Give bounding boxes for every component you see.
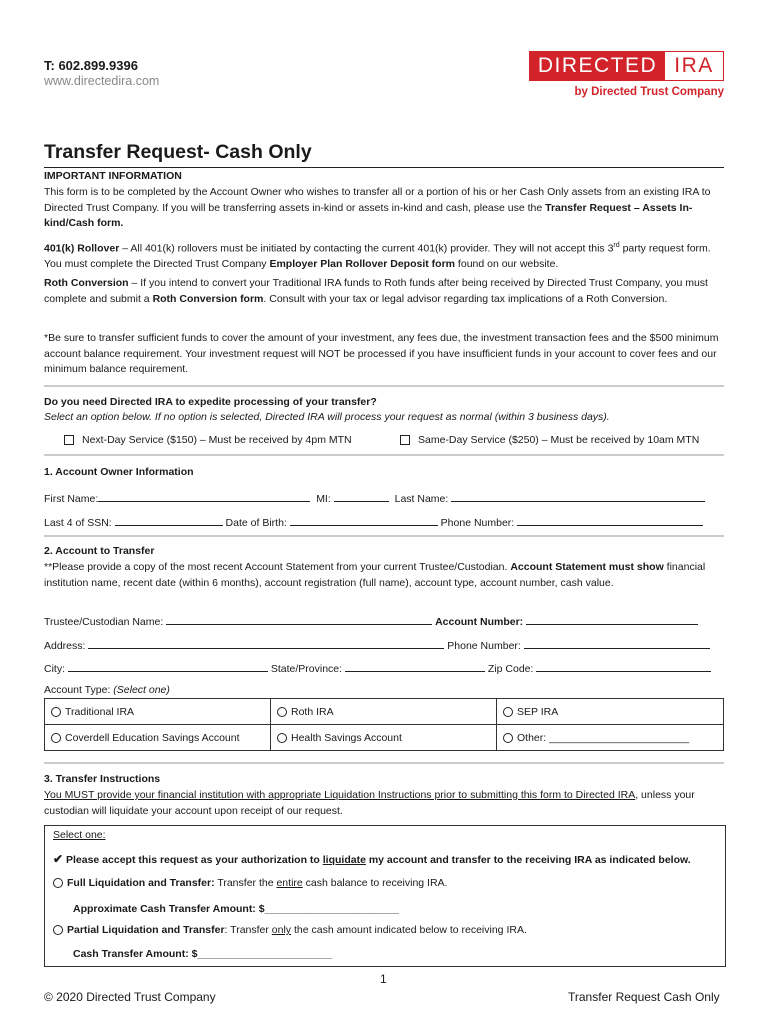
- city-field[interactable]: [68, 660, 268, 672]
- section-3-heading: 3. Transfer Instructions: [44, 773, 161, 785]
- page-title: Transfer Request- Cash Only: [44, 141, 312, 163]
- directed-ira-logo: DIRECTED IRA by Directed Trust Company: [529, 51, 724, 103]
- authorize-liquidation-option[interactable]: ✔ Please accept this request as your authorization to liquidate my account and transfer to the receiving IRA as indicated below.: [53, 852, 691, 866]
- account-type-other[interactable]: Other: ________________________: [497, 725, 724, 751]
- full-liquidation-option[interactable]: Full Liquidation and Transfer: Transfer the entire cash balance to receiving IRA.: [53, 877, 447, 889]
- transfer-instructions-text: You MUST provide your financial institution with appropriate Liquidation Instructions prior to submitting this form to Directed IRA, unless your custodian will liquidate your account upon receipt of our request.: [44, 789, 695, 817]
- account-type-sep[interactable]: SEP IRA: [497, 699, 724, 725]
- partial-liquidation-option[interactable]: Partial Liquidation and Transfer: Transfer only the cash amount indicated below to receiving IRA.: [53, 924, 527, 936]
- account-type-traditional[interactable]: Traditional IRA: [45, 699, 271, 725]
- next-day-option[interactable]: Next-Day Service ($150) – Must be received by 4pm MTN: [64, 434, 352, 446]
- important-paragraph-1: This form is to be completed by the Account Owner who wishes to transfer all or a portion of his or her Cash Only assets from an existing IRA to Directed Trust Company. If you will be transferring assets in-kind or assets in-kind and cash, please use the Transfer Request – Assets In-kind/Cash form.: [44, 186, 711, 229]
- section-1-heading: 1. Account Owner Information: [44, 466, 194, 478]
- section-divider: [44, 454, 724, 456]
- account-type-table: [44, 698, 724, 751]
- account-number-field[interactable]: [526, 613, 698, 625]
- important-heading: IMPORTANT INFORMATION: [44, 170, 182, 182]
- page-number: 1: [380, 972, 387, 986]
- custodian-name-field[interactable]: [166, 613, 432, 625]
- account-type-roth[interactable]: Roth IRA: [271, 699, 497, 725]
- dob-field[interactable]: [290, 514, 438, 526]
- radio-icon[interactable]: [277, 707, 287, 717]
- zip-field[interactable]: [536, 660, 711, 672]
- next-day-checkbox[interactable]: [64, 435, 74, 445]
- first-name-field[interactable]: [98, 490, 310, 502]
- radio-icon[interactable]: [503, 733, 513, 743]
- expedite-subtext: Select an option below. If no option is selected, Directed IRA will process your request as normal (within 3 business days).: [44, 411, 610, 423]
- approx-amount-field[interactable]: Approximate Cash Transfer Amount: $_______________________: [73, 903, 399, 915]
- address-row: Address: Phone Number:: [44, 637, 726, 652]
- section-divider: [44, 385, 724, 387]
- mi-field[interactable]: [334, 490, 389, 502]
- owner-name-row: First Name: MI: Last Name:: [44, 490, 726, 505]
- sufficient-funds-paragraph: *Be sure to transfer sufficient funds to cover the amount of your investment, any fees due, the investment transaction fees and the $500 minimum account balance requirement. Your investment request will NOT be processed if you have insufficient funds in your account to cover fees and our minimum balance requirement.: [44, 332, 719, 375]
- expedite-heading: Do you need Directed IRA to expedite processing of your transfer?: [44, 396, 377, 408]
- form-name: Transfer Request Cash Only: [568, 990, 720, 1004]
- radio-icon[interactable]: [53, 925, 63, 935]
- state-field[interactable]: [345, 660, 485, 672]
- account-type-coverdell[interactable]: Coverdell Education Savings Account: [45, 725, 271, 751]
- last-name-field[interactable]: [451, 490, 705, 502]
- transfer-options-box: [44, 825, 726, 967]
- website: www.directedira.com: [44, 74, 160, 88]
- checkmark-icon: ✔: [53, 852, 64, 866]
- select-one-label: Select one:: [53, 829, 106, 841]
- radio-icon[interactable]: [53, 878, 63, 888]
- section-divider: [44, 762, 724, 764]
- copyright: © 2020 Directed Trust Company: [44, 990, 216, 1004]
- cash-amount-field[interactable]: Cash Transfer Amount: $_______________________: [73, 948, 332, 960]
- account-type-hsa[interactable]: Health Savings Account: [271, 725, 497, 751]
- owner-phone-field[interactable]: [517, 514, 703, 526]
- radio-icon[interactable]: [51, 733, 61, 743]
- roth-conversion-paragraph: Roth Conversion – If you intend to convert your Traditional IRA funds to Roth funds after being received by Directed Trust Company, you must complete and submit a Roth Conversion form. Consult with your tax or legal advisor regarding tax implications of a Roth Conversion.: [44, 277, 708, 305]
- phone-number: T: 602.899.9396: [44, 58, 138, 73]
- same-day-option[interactable]: Same-Day Service ($250) – Must be received by 10am MTN: [400, 434, 699, 446]
- city-row: City: State/Province: Zip Code:: [44, 660, 726, 675]
- same-day-checkbox[interactable]: [400, 435, 410, 445]
- section-divider: [44, 535, 724, 537]
- ssn-field[interactable]: [115, 514, 223, 526]
- radio-icon[interactable]: [51, 707, 61, 717]
- radio-icon[interactable]: [277, 733, 287, 743]
- owner-id-row: Last 4 of SSN: Date of Birth: Phone Number:: [44, 514, 726, 529]
- section-2-heading: 2. Account to Transfer: [44, 545, 155, 557]
- statement-note: **Please provide a copy of the most recent Account Statement from your current Trustee/Custodian. Account Statement must show financial institution name, recent date (within 6 months), account registration (full name), account type, account number, cash value.: [44, 561, 706, 589]
- account-type-label: Account Type: (Select one): [44, 684, 170, 696]
- title-divider: [44, 167, 724, 168]
- rollover-paragraph: 401(k) Rollover – All 401(k) rollovers must be initiated by contacting the current 401(k) provider. They will not accept this 3rd party request form. You must complete the Directed Trust Company Employer Plan Rollover Deposit form found on our website.: [44, 242, 711, 270]
- address-field[interactable]: [88, 637, 444, 649]
- custodian-phone-field[interactable]: [524, 637, 710, 649]
- radio-icon[interactable]: [503, 707, 513, 717]
- custodian-row: Trustee/Custodian Name: Account Number:: [44, 613, 726, 628]
